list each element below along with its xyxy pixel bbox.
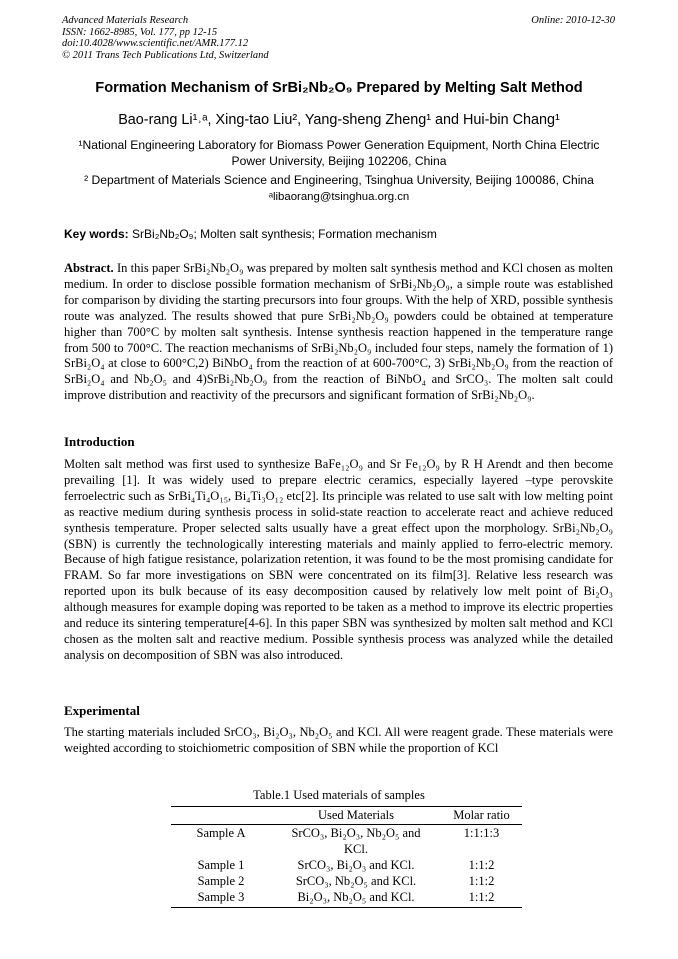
table-cell: SrCO₃, Bi₂O₃ and KCl. [297,858,415,872]
table-cell: 1:1:1:3 [463,826,500,840]
table-header-cell: Molar ratio [453,808,510,822]
journal-name: Advanced Materials Research [62,15,189,26]
table-cell: SrCO₃, Bi₂O₃, Nb₂O₅ and KCl. [291,826,421,856]
keywords [64,227,624,241]
keywords-text: SrBi₂Nb₂O₉; Molten salt synthesis; Formation mechanism [128,227,437,241]
table-cell: Sample 3 [197,890,245,904]
table-header-cell: Used Materials [317,808,395,822]
table-cell: Bi₂O₃, Nb₂O₅ and KCl. [297,890,415,904]
abstract-text: In this paper SrBi₂Nb₂O₉ was prepared by molten salt synthesis method and KCl chosen as molten medium. In order to disclose possible formation mechanism of SrBi₂Nb₂O₉, a simple route was established for comparison by dividing the starting precursors into four groups. With the help of XRD, possible synthesis route was analyzed. The results showed that pure SrBi₂Nb₂O₉ powders could be obtained at temperature higher than 700°C by molten salt synthesis. Intense synthesis reaction happened in the temperature range from 500 to 700°C. The reaction mechanisms of SrBi₂Nb₂O₉ included four steps, namely the formation of 1) SrBi₂O₄ at close to 600°C,2) BiNbO₄ from the reaction of at 600-700°C, 3) SrBi₂Nb₂O₉ from the reaction of SrBi₂O₄ and Nb₂O₅ and 4)SrBi₂Nb₂O₉ from the reaction of BiNbO₄ and SrCO₃. The molten salt could improve distribution and reactivity of the precursors and significant formation of SrBi₂Nb₂O₉. [64,261,613,403]
table-header-rule [171,824,522,825]
table-cell: Sample 2 [197,874,245,888]
table-cell: Sample A [196,826,246,840]
introduction-heading: Introduction [64,434,135,449]
table-cell: 1:1:2 [468,858,495,872]
table-cell: Sample 1 [197,858,245,872]
affiliation-2: ² Department of Materials Science and Engineering, Tsinghua University, Beijing 100086, China [84,173,594,187]
table-cell: 1:1:2 [468,874,495,888]
author-list: Bao-rang Li¹˒ᵃ, Xing-tao Liu², Yang-sheng Zheng¹ and Hui-bin Chang¹ [118,112,560,128]
experimental-text: The starting materials included SrCO₃, Bi₂O₃, Nb₂O₅ and KCl. All were reagent grade. These materials were weighted according to stoichiometric composition of SBN while the proportion of KCl [64,725,613,755]
table-top-rule [171,806,522,807]
issn: ISSN: 1662-8985, Vol. 177, pp 12-15 [62,26,218,38]
abstract [64,261,613,404]
table-caption: Table.1 Used materials of samples [253,788,425,802]
copyright: © 2011 Trans Tech Publications Ltd, Switzerland [62,49,269,61]
online-date: Online: 2010-12-30 [531,15,615,26]
table-bottom-rule [171,907,522,908]
affiliation-1: ¹National Engineering Laboratory for Biomass Power Generation Equipment, North China Electric Power University, Beijing 102206, China [78,138,600,168]
doi: doi:10.4028/www.scientific.net/AMR.177.12 [62,38,249,50]
contact-email: ᵃlibaorang@tsinghua.org.cn [268,191,410,203]
introduction-text: Molten salt method was first used to synthesize BaFe₁₂O₉ and Sr Fe₁₂O₉ by R H Arendt and then become prevailing [1]. It was widely used to prepare electric ceramics, especially layered –type perovskite ferroelectric such as SrBi₄Ti₄O₁₅, Bi₄Ti₃O₁₂ etc[2]. Its principle was related to use salt with low melting point as reactive medium during synthesis process in solid-state reaction to accelerate react and achieve reduced synthesis temperature. Proper selected salts usually have a great effect upon the morphology. SrBi₂Nb₂O₉ (SBN) is currently the technologically interesting materials and mainly applied to ferro-electric memory. Because of high fatigue resistance, polarization retention, it was found to be the most promising candidate for FRAM. So far more investigations on SBN were concentrated on its film[3]. Relative less research was reported upon its bulk because of its easy decomposition caused by relatively low melt point of Bi₂O₃ although measures for example doping was reported to be taken as a method to improve its electric properties and reduce its sintering temperature[4-6]. In this paper SBN was synthesized by molten salt method and KCl chosen as the molten salt and reactive medium. Possible synthesis process was analyzed while the detailed analysis on decomposition of SBN was also introduced. [64,457,613,662]
table-cell: SrCO₃, Nb₂O₅ and KCl. [295,874,417,888]
abstract-label: Abstract. [64,261,114,275]
experimental-heading: Experimental [64,703,140,718]
journal-header [62,15,269,61]
table-cell: 1:1:2 [468,890,495,904]
keywords-label: Key words: [64,227,129,241]
paper-title: Formation Mechanism of SrBi₂Nb₂O₉ Prepared by Melting Salt Method [95,80,583,96]
